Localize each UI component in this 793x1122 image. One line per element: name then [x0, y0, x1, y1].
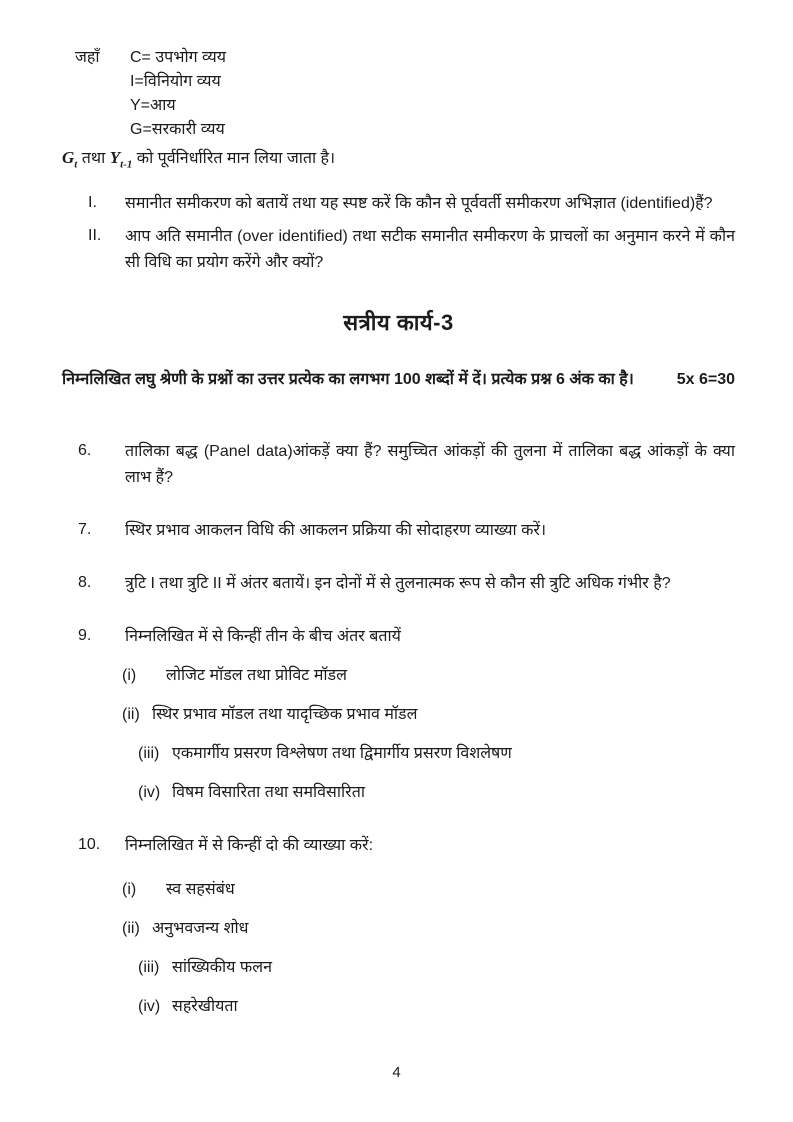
note-text: तथा: [77, 150, 110, 167]
question-6: [62, 439, 735, 491]
sub-item: [122, 916, 735, 942]
math-variable-y: $Y_{t-1}$: [109, 148, 133, 171]
question-text: स्थिर प्रभाव आकलन विधि की आकलन प्रक्रिया की सोदाहरण व्याख्या करें।: [125, 522, 547, 540]
question-number: 9.: [78, 627, 92, 645]
sub-item-marker: (iii): [138, 959, 160, 977]
sub-item: [122, 702, 735, 728]
question-text: निम्नलिखित में से किन्हीं दो की व्याख्या करें:: [125, 837, 374, 855]
question-8: [62, 571, 735, 597]
definition-item-g: G=सरकारी व्यय: [130, 121, 225, 138]
question-list: [62, 439, 735, 1020]
predetermined-note: [62, 145, 735, 177]
sub-item-text: एकमार्गीय प्रसरण विश्लेषण तथा द्विमार्गीय प्रसरण विशलेषण: [172, 745, 512, 763]
question-number: 7.: [78, 521, 92, 539]
variable-definitions: [62, 46, 735, 177]
where-label: जहाँ: [75, 49, 100, 66]
page-number: 4: [392, 1063, 401, 1081]
question-number: 8.: [78, 574, 92, 592]
sub-item-marker: (iii): [138, 745, 160, 763]
sub-item-marker: (ii): [122, 920, 140, 938]
list-item: [62, 191, 735, 217]
list-item: [62, 224, 735, 276]
definition-item-i: I=विनियोग व्यय: [130, 73, 221, 90]
question-7: [62, 518, 735, 544]
list-item-text: समानीत समीकरण को बतायें तथा यह स्पष्ट करें कि कौन से पूर्ववर्ती समीकरण अभिज्ञात (identified)हैं?: [125, 195, 713, 213]
question-9: [62, 624, 735, 806]
sub-item-marker: (ii): [122, 706, 140, 724]
question-text: निम्नलिखित में से किन्हीं तीन के बीच अंतर बतायें: [125, 628, 401, 646]
question-number: 6.: [78, 442, 92, 460]
sub-item-text: स्थिर प्रभाव मॉडल तथा यादृच्छिक प्रभाव मॉडल: [152, 706, 418, 724]
sub-item-text: विषम विसारिता तथा समविसारिता: [172, 784, 365, 802]
definition-item-y: Y=आय: [130, 97, 176, 114]
sub-item-text: लोजिट मॉडल तथा प्रोविट मॉडल: [166, 667, 347, 685]
definition-row: [62, 46, 735, 70]
sub-item-marker: (i): [122, 881, 137, 899]
sub-item: [138, 955, 735, 981]
sub-item: [138, 741, 735, 767]
question-text: तालिका बद्ध (Panel data)आंकड़ें क्या हैं? समुच्चित आंकड़ों की तुलना में तालिका बद्ध आंकड़ों के क्या लाभ हैं?: [125, 443, 735, 487]
sub-item-marker: (iv): [138, 784, 161, 802]
section-heading: सत्रीय कार्य-3: [343, 310, 454, 336]
sub-item-text: स्व सहसंबंध: [166, 881, 235, 899]
question-text: त्रुटि I तथा त्रुटि II में अंतर बतायें। इन दोनों में से तुलनात्मक रूप से कौन सी त्रुटि अधिक गंभीर है?: [125, 575, 671, 593]
sub-item-text: सहरेखीयता: [172, 998, 238, 1016]
question-number: 10.: [78, 836, 101, 854]
sub-item-text: सांख्यिकीय फलन: [172, 959, 272, 977]
sub-item-marker: (iv): [138, 998, 161, 1016]
definition-row: [130, 94, 735, 118]
sub-item: [138, 780, 735, 806]
section-instructions: [62, 367, 735, 393]
sub-item-text: अनुभवजन्य शोध: [152, 920, 249, 938]
sub-item: [138, 994, 735, 1020]
math-variable-g: $G_t$: [62, 148, 78, 171]
definition-row: [130, 118, 735, 142]
sub-item-marker: (i): [122, 667, 137, 685]
instructions-text: निम्नलिखित लघु श्रेणी के प्रश्नों का उत्तर प्रत्येक का लगभग 100 शब्दों में दें। प्रत्येक प्रश्न 6 अंक का है।: [62, 371, 634, 389]
list-item-text: आप अति समानीत (over identified) तथा सटीक समानीत समीकरण के प्राचलों का अनुमान करने में कौन सी विधि का प्रयोग करेंगे और क्यों?: [125, 228, 735, 272]
list-item-number: I.: [88, 194, 97, 212]
list-item-number: II.: [88, 227, 102, 245]
sub-item: [122, 877, 735, 903]
definition-row: [130, 70, 735, 94]
sub-item: [122, 663, 735, 689]
definition-item-c: C= उपभोग व्यय: [130, 49, 227, 66]
note-text: को पूर्वनिर्धारित मान लिया जाता है।: [132, 150, 336, 167]
marks-scheme: 5x 6=30: [669, 367, 735, 393]
roman-sub-question-list: [62, 191, 735, 276]
question-10: [62, 833, 735, 1020]
